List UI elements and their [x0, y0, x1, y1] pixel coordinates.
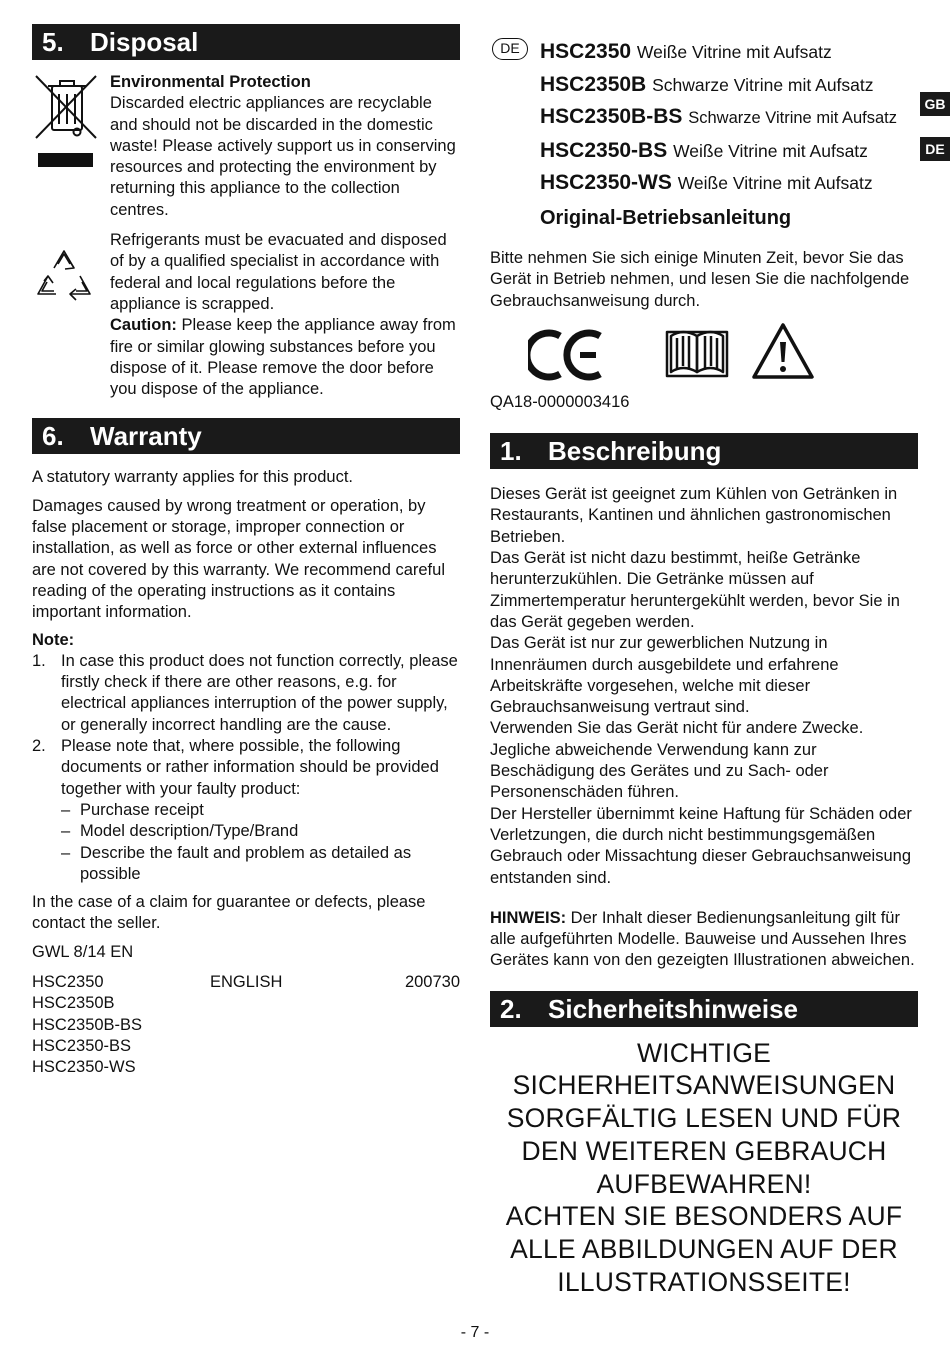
env-protection-block — [32, 72, 460, 221]
model-line — [540, 69, 918, 102]
symbols-row — [490, 320, 918, 392]
footer-model: HSC2350 — [32, 972, 104, 991]
document-item-text: Model description/Type/Brand — [80, 822, 299, 841]
notes-list — [32, 651, 460, 885]
safety-line: ACHTEN SIE BESONDERS AUF — [505, 1201, 903, 1232]
list-item — [32, 736, 460, 885]
warning-triangle-icon — [751, 322, 815, 380]
paragraph: Das Gerät ist nur zur gewerblichen Nutzung in Innenräumen durch ausgebildete und erfahrene Arbeitskräfte vorgesehen, welche mit dieser Gebrauchsanweisung vertraut sind. — [490, 634, 839, 717]
paragraph: Dieses Gerät ist geeignet zum Kühlen von Getränken in Restaurants, Kantinen und ähnlichen gastronomischen Betrieben. — [490, 485, 898, 546]
dash-bullet: – — [61, 800, 71, 819]
model-description: Schwarze Vitrine mit Aufsatz — [652, 74, 874, 95]
footer-model: HSC2350B-BS — [32, 1015, 143, 1034]
footer-model: HSC2350B — [32, 994, 115, 1013]
refrigerants-text: Refrigerants must be evacuated and disposed of by a qualified specialist in accordance with federal and local regulations before the appliance is scrapped. — [110, 231, 447, 313]
env-text: Discarded electric appliances are recyclable and should not be discarded in the domestic waste! Please actively support us in conserving resources and protecting the environment by returning this appliance to the collection centres. — [110, 94, 456, 219]
beschreibung-title: Beschreibung — [548, 436, 722, 467]
model-line — [540, 167, 918, 200]
warranty-number: 6. — [42, 421, 64, 452]
refrigerants-block — [32, 230, 460, 400]
page-number: - 7 - — [460, 1324, 490, 1341]
list-item — [61, 821, 460, 842]
model-name: HSC2350 — [540, 40, 632, 63]
safety-line: ALLE ABBILDUNGEN AUF DER — [510, 1233, 898, 1264]
sicherheit-heading — [490, 991, 918, 1027]
warranty-damages: Damages caused by wrong treatment or operation, by false placement or storage, improper connection or installation, as well as force or other external influences are not covered by this warranty. We recommend careful reading of the operating instructions as it contains important information. — [32, 496, 445, 622]
caution-text: Please keep the appliance away from fire or similar glowing substances before you dispose of it. Please remove the door before you dispose of the appliance. — [110, 316, 456, 399]
footer-model: HSC2350-BS — [32, 1036, 132, 1055]
safety-line: ILLUSTRATIONSSEITE! — [557, 1266, 851, 1297]
note-text: In case this product does not function correctly, please firstly check if there are other reasons, e.g. for electrical appliances interruption of the power supply, or generally incorrect handling are the cause. — [61, 651, 458, 734]
caution-label: Caution: — [110, 316, 177, 335]
paragraph: Verwenden Sie das Gerät nicht für andere Zwecke. Jegliche abweichende Verwendung kann zur Beschädigung des Gerätes und zu Sach- oder Personenschäden führen. — [490, 719, 864, 802]
model-line — [540, 101, 918, 135]
right-column — [490, 36, 918, 1298]
model-line — [540, 135, 918, 168]
footer-language: ENGLISH — [210, 972, 283, 991]
env-heading: Environmental Protection — [110, 73, 311, 91]
sicherheit-number: 2. — [500, 993, 522, 1024]
note-number: 2. — [32, 737, 46, 756]
beschreibung-number: 1. — [500, 436, 522, 467]
disposal-title: Disposal — [90, 27, 199, 57]
ce-mark-icon — [528, 328, 604, 382]
intro-text: Bitte nehmen Sie sich einige Minuten Zeit, bevor Sie das Gerät in Betrieb nehmen, und lesen Sie die nachfolgende Gebrauchsanweisung durch. — [490, 249, 910, 310]
caution-paragraph — [110, 315, 460, 400]
beschreibung-body — [490, 484, 918, 889]
paragraph: Das Gerät ist nicht dazu bestimmt, heiße Getränke herunterzukühlen. Die Getränke müssen auf Zimmertemperatur heruntergekühlt werden, bevor Sie in das Gerät gegeben werden. — [490, 549, 900, 631]
hinweis-label: HINWEIS: — [490, 908, 567, 927]
safety-line: SORGFÄLTIG LESEN UND FÜR — [506, 1103, 902, 1134]
dash-bullet: – — [61, 822, 71, 841]
model-name: HSC2350B-BS — [540, 105, 683, 128]
warranty-title: Warranty — [90, 421, 202, 452]
recycle-icon — [32, 230, 110, 400]
list-item — [61, 843, 460, 886]
model-list — [490, 36, 918, 234]
model-line — [540, 36, 918, 69]
warranty-heading — [32, 418, 460, 454]
claim-text: In the case of a claim for guarantee or defects, please contact the seller. — [32, 893, 426, 933]
dash-bullet: – — [61, 843, 71, 862]
safety-line: SICHERHEITSANWEISUNGEN — [512, 1070, 896, 1101]
safety-line: DEN WEITEREN GEBRAUCH — [521, 1135, 887, 1166]
safety-notice — [490, 1037, 918, 1299]
beschreibung-heading — [490, 433, 918, 469]
model-name: HSC2350-BS — [540, 138, 668, 162]
read-manual-icon — [665, 324, 729, 380]
document-item-text: Purchase receipt — [80, 800, 204, 819]
footer-models — [32, 972, 460, 1078]
hinweis-text: Der Inhalt dieser Bedienungsanleitung gilt für alle aufgeführten Modelle. Bauweise und Aussehen Ihres Gerätes kann von den gezeigten Illustrationen abweichen. — [490, 908, 915, 970]
warranty-intro: A statutory warranty applies for this product. — [32, 468, 353, 487]
paragraph: Der Hersteller übernimmt keine Haftung für Schäden oder Verletzungen, die durch nicht bestimmungsgemäßen Gebrauch oder Missachtung dieser Gebrauchsanweisung entstanden sind. — [490, 804, 912, 887]
note-text: Please note that, where possible, the following documents or rather information should be provided together with your faulty product: — [61, 737, 439, 798]
model-description: Weiße Vitrine mit Aufsatz — [677, 173, 873, 193]
manual-title: Original-Betriebsanleitung — [540, 206, 792, 229]
sicherheit-title: Sicherheitshinweise — [548, 993, 798, 1024]
list-item — [32, 651, 460, 736]
footer-model: HSC2350-WS — [32, 1058, 136, 1077]
list-item — [61, 800, 460, 821]
disposal-number: 5. — [42, 27, 64, 57]
tab-de[interactable]: DE — [920, 137, 950, 161]
model-name: HSC2350-WS — [540, 171, 672, 194]
model-description: Weiße Vitrine mit Aufsatz — [673, 140, 868, 161]
language-badge: DE — [492, 38, 528, 60]
weee-bin-icon — [32, 72, 110, 221]
footer-code: 200730 — [404, 972, 460, 991]
qa-code: QA18-0000003416 — [490, 392, 630, 411]
document-item-text: Describe the fault and problem as detailed as possible — [80, 843, 412, 883]
model-description: Schwarze Vitrine mit Aufsatz — [688, 109, 898, 127]
note-label: Note: — [32, 630, 75, 649]
gwl-code: GWL 8/14 EN — [32, 942, 134, 961]
left-column — [32, 24, 460, 1078]
model-description: Weiße Vitrine mit Aufsatz — [636, 42, 832, 62]
documents-list — [61, 800, 460, 885]
note-number: 1. — [32, 651, 46, 670]
tab-gb[interactable]: GB — [920, 92, 950, 116]
model-name: HSC2350B — [540, 72, 647, 96]
disposal-heading — [32, 24, 460, 60]
safety-line: AUFBEWAHREN! — [596, 1168, 812, 1199]
hinweis-paragraph — [490, 908, 918, 972]
safety-line: WICHTIGE — [636, 1037, 772, 1068]
